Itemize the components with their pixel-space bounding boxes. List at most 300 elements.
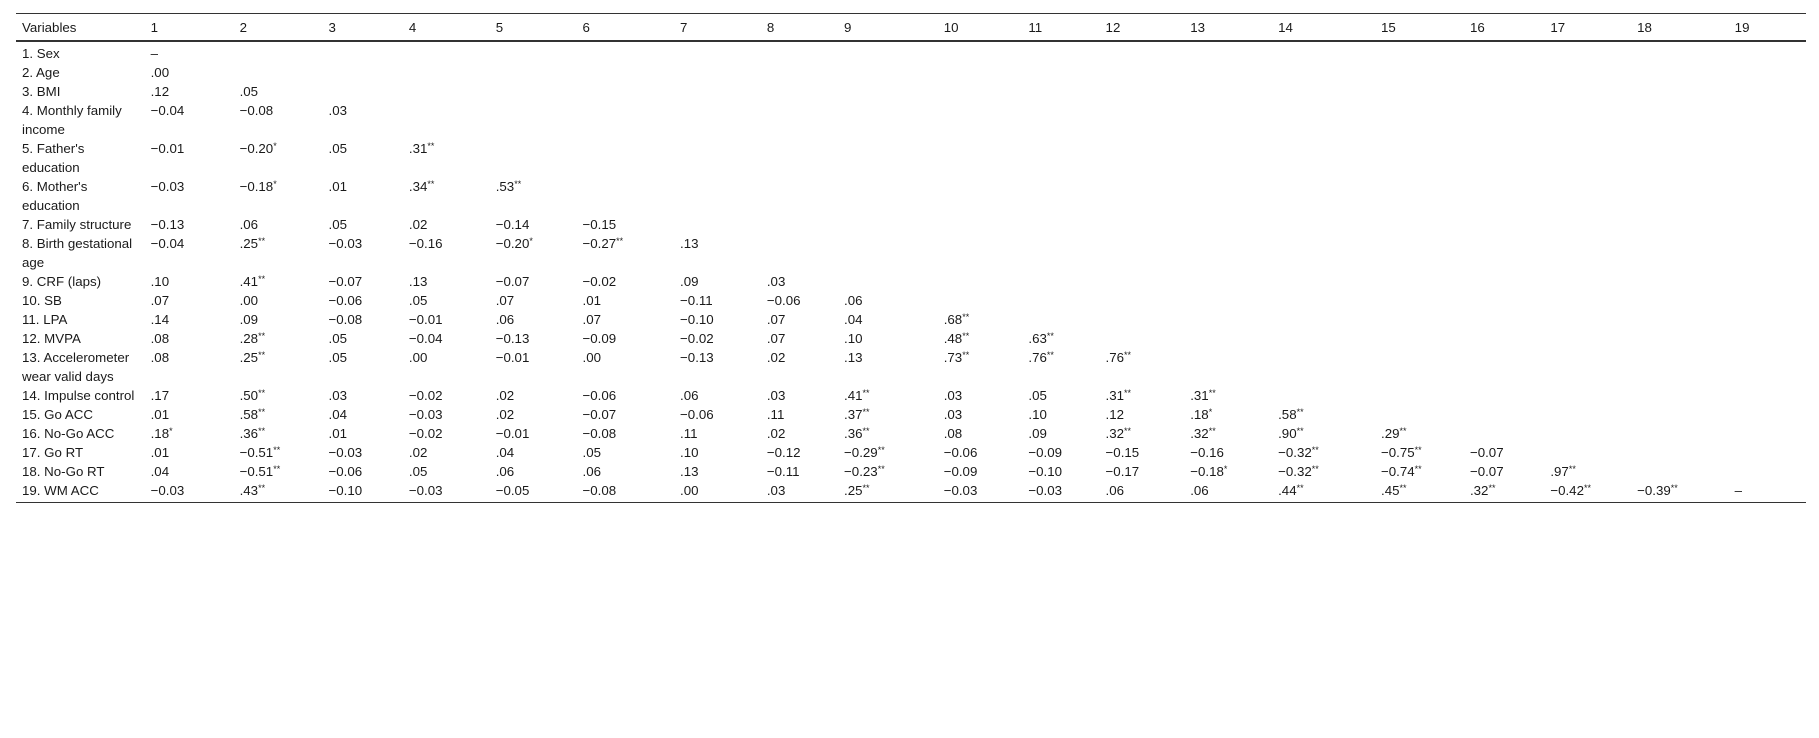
table-cell: −0.20* [239,141,277,156]
table-cell [674,63,761,82]
table-cell: .04 [328,407,348,422]
table-cell [1375,82,1464,101]
table-cell [1729,291,1806,310]
table-cell [1375,215,1464,234]
table-cell: −0.75** [1381,445,1422,460]
table-cell [1464,63,1544,82]
table-cell: .29** [1381,426,1407,441]
significance-marker: ** [427,179,435,189]
table-cell [577,101,675,139]
table-cell: −0.03 [145,481,234,503]
table-cell [1375,177,1464,215]
table-cell [938,82,1023,101]
table-cell [1464,139,1544,177]
significance-marker: ** [1046,331,1054,341]
header-col-14: 14 [1272,14,1375,42]
table-cell [1375,348,1464,386]
table-cell: .31** [1190,388,1216,403]
table-cell: .41** [239,274,266,289]
table-cell [1631,424,1729,443]
table-cell [1729,234,1806,272]
header-col-12: 12 [1100,14,1185,42]
table-cell: −0.18* [1190,464,1228,479]
table-cell [577,139,675,177]
significance-marker: ** [1568,464,1576,474]
table-cell: −0.08 [328,312,363,327]
table-cell: .03 [761,481,838,503]
table-cell: .06 [1184,481,1272,503]
table-cell: −0.42** [1544,481,1631,503]
table-cell: −0.02 [408,426,443,441]
table-cell: −0.07 [495,274,530,289]
table-cell: −0.20* [495,236,533,251]
table-cell [1022,291,1099,310]
table-cell [761,82,838,101]
table-cell: .01 [582,293,602,308]
table-cell: .97** [1550,464,1576,479]
table-cell: −0.10 [1028,464,1063,479]
significance-marker: ** [862,483,870,493]
table-cell: .01 [328,426,348,441]
header-col-17: 17 [1544,14,1631,42]
table-cell: −0.06 [582,388,617,403]
table-cell [1544,82,1631,101]
table-cell [1464,348,1544,386]
row-label: 18. No-Go RT [22,464,105,479]
table-cell [1729,63,1806,82]
table-cell [1272,348,1375,386]
table-cell [838,82,938,101]
significance-marker: ** [514,179,522,189]
table-cell: .05 [239,84,259,99]
row-label: 6. Mother's education [22,179,88,213]
table-cell [761,41,838,63]
table-cell [1729,177,1806,215]
table-cell [490,41,577,63]
table-cell: −0.01 [408,312,443,327]
table-cell: −0.03 [408,407,443,422]
table-cell [1100,291,1185,310]
table-cell [1464,386,1544,405]
table-cell [1100,41,1185,63]
significance-marker: ** [258,274,266,284]
table-cell: −0.14 [495,217,530,232]
table-cell [938,291,1023,310]
table-cell [1100,310,1185,329]
table-cell: .09 [239,312,259,327]
table-cell [1272,63,1375,82]
table-cell: .00 [582,350,602,365]
table-cell: −0.08 [582,426,617,441]
table-cell [1272,386,1375,405]
table-cell: .18* [1190,407,1213,422]
table-cell [1184,63,1272,82]
table-cell [403,101,490,139]
table-cell: −0.03 [328,445,363,460]
table-header-row [16,14,1806,42]
table-cell: .53** [495,179,522,194]
table-cell: .44** [1272,481,1375,503]
table-cell: .13 [680,236,699,251]
table-row [16,481,1806,503]
table-cell [1022,177,1099,215]
table-cell [1184,215,1272,234]
table-row [16,215,1806,234]
table-cell: .04 [150,464,170,479]
table-cell [1631,177,1729,215]
table-cell [761,234,838,272]
table-cell [1544,234,1631,272]
table-cell: −0.13 [495,331,530,346]
table-cell [1184,329,1272,348]
table-cell: −0.32** [1278,464,1319,479]
table-cell [1184,272,1272,291]
table-cell: .41** [844,388,870,403]
table-cell [490,101,577,139]
table-cell [1022,234,1099,272]
table-cell [1272,291,1375,310]
row-label: 19. WM ACC [16,481,145,503]
table-cell [234,41,323,63]
table-cell [938,215,1023,234]
table-cell: .06 [1100,481,1185,503]
table-cell: .25** [239,350,266,365]
table-cell [1272,329,1375,348]
table-cell [1631,234,1729,272]
table-cell [1100,234,1185,272]
table-cell [1100,272,1185,291]
table-cell: −0.11 [766,464,800,479]
table-cell: −0.02 [582,274,617,289]
table-cell: .05 [1028,388,1047,403]
table-cell: .34** [408,179,435,194]
significance-marker: ** [1399,483,1407,493]
table-cell [1375,41,1464,63]
table-cell: −0.51** [239,445,281,460]
table-cell: −0.06 [680,407,714,422]
table-cell [1544,310,1631,329]
table-cell [577,63,675,82]
table-cell: −0.29** [844,445,885,460]
table-cell: .02 [766,426,786,441]
table-cell: .09 [1028,426,1047,441]
table-cell: .02 [408,217,428,232]
header-col-16: 16 [1464,14,1544,42]
table-cell: .03 [943,407,963,422]
table-cell: −0.06 [766,293,801,308]
header-col-2: 2 [234,14,323,42]
table-cell [1729,215,1806,234]
table-cell: .08 [150,331,170,346]
table-cell [1544,63,1631,82]
table-cell: −0.05 [490,481,577,503]
table-cell: .05 [328,141,348,156]
table-cell: −0.16 [408,236,443,251]
significance-marker: ** [862,426,870,436]
table-cell [1464,101,1544,139]
table-cell [1729,329,1806,348]
header-col-19: 19 [1729,14,1806,42]
table-row [16,310,1806,329]
table-cell: −0.04 [150,103,185,118]
table-cell: −0.07 [1469,464,1504,479]
significance-marker: ** [1296,407,1304,417]
table-cell [1184,139,1272,177]
table-cell [938,41,1023,63]
table-cell [838,41,938,63]
table-cell [1464,272,1544,291]
table-cell: .06 [495,464,515,479]
table-cell [1631,215,1729,234]
significance-marker: ** [1124,350,1132,360]
row-label: 7. Family structure [22,217,132,232]
table-cell [1729,101,1806,139]
significance-marker: ** [258,236,266,246]
significance-marker: ** [1311,445,1319,455]
table-cell: .01 [150,445,170,460]
table-cell: −0.06 [328,293,363,308]
significance-marker: ** [962,350,970,360]
table-cell: −0.10 [323,481,403,503]
table-cell [577,177,675,215]
table-cell [1100,63,1185,82]
significance-marker: ** [616,236,624,246]
significance-marker: ** [273,464,281,474]
table-cell [1375,405,1464,424]
table-cell: .31** [408,141,435,156]
table-cell: −0.03 [403,481,490,503]
table-cell [1464,215,1544,234]
table-cell: .14 [150,312,170,327]
table-cell [938,234,1023,272]
table-cell [323,41,403,63]
table-cell [1729,82,1806,101]
table-cell: .07 [766,312,786,327]
table-cell [1022,272,1099,291]
significance-marker: * [529,236,533,246]
table-cell [1631,101,1729,139]
table-cell: .02 [495,407,515,422]
table-row [16,424,1806,443]
table-cell: – [150,46,159,61]
significance-marker: ** [1124,388,1132,398]
table-cell [1184,177,1272,215]
significance-marker: * [273,179,277,189]
table-cell: .02 [766,350,786,365]
table-cell: −0.09 [582,331,617,346]
table-body [16,41,1806,503]
table-cell [1184,310,1272,329]
table-cell: −0.12 [766,445,801,460]
table-cell: .90** [1278,426,1304,441]
significance-marker: ** [1208,426,1216,436]
table-cell [1022,101,1099,139]
table-cell: .03 [328,388,348,403]
table-cell [674,82,761,101]
table-cell: .25** [239,236,266,251]
table-cell [1544,405,1631,424]
table-cell [1729,405,1806,424]
table-cell [1375,386,1464,405]
table-cell: .08 [943,426,963,441]
table-cell [1184,234,1272,272]
header-col-15: 15 [1375,14,1464,42]
table-cell: .00 [150,65,170,80]
table-cell [1631,348,1729,386]
table-cell [938,139,1023,177]
table-cell [1631,310,1729,329]
table-cell [1544,348,1631,386]
table-cell: .68** [943,312,970,327]
table-cell: −0.09 [943,464,978,479]
table-cell [1631,386,1729,405]
table-cell [1022,82,1099,101]
table-cell [323,82,403,101]
table-cell [1464,329,1544,348]
table-cell [938,101,1023,139]
table-cell: .02 [408,445,428,460]
table-row [16,101,1806,139]
table-cell: .01 [328,179,348,194]
table-cell: .07 [766,331,786,346]
table-cell [1631,272,1729,291]
table-cell [1544,215,1631,234]
table-cell: −0.06 [328,464,363,479]
table-cell: .12 [150,84,170,99]
table-cell: .18* [150,426,173,441]
table-cell: .02 [495,388,515,403]
row-label: 1. Sex [22,46,60,61]
table-cell [761,215,838,234]
table-cell [838,63,938,82]
table-cell: .05 [328,350,348,365]
table-cell: .03 [766,274,786,289]
significance-marker: * [169,426,173,436]
table-cell: .03 [766,388,786,403]
table-cell: .32** [1464,481,1544,503]
table-cell: −0.04 [150,236,185,251]
table-cell [1100,82,1185,101]
significance-marker: ** [962,331,970,341]
table-cell [1272,41,1375,63]
significance-marker: ** [1488,483,1496,493]
table-cell [1464,424,1544,443]
table-cell: – [1729,481,1806,503]
table-cell [938,177,1023,215]
table-cell: −0.04 [408,331,443,346]
significance-marker: ** [862,388,870,398]
table-cell [1464,310,1544,329]
header-col-3: 3 [323,14,403,42]
row-label: 11. LPA [22,312,68,327]
table-cell: .58** [239,407,266,422]
table-cell [1544,386,1631,405]
table-cell: .00 [408,350,428,365]
table-cell: .13 [408,274,428,289]
table-cell: .17 [150,388,170,403]
row-label: 13. Accelerometer wear valid days [22,350,130,384]
table-cell: .10 [680,445,699,460]
table-cell: .04 [495,445,515,460]
table-cell: −0.74** [1381,464,1422,479]
table-cell [1375,139,1464,177]
table-cell [838,101,938,139]
table-cell [1184,101,1272,139]
table-cell: .10 [150,274,170,289]
table-cell: −0.08 [577,481,675,503]
table-cell: −0.51** [239,464,281,479]
table-cell [1631,291,1729,310]
table-cell: .07 [150,293,170,308]
table-cell: −0.13 [150,217,185,232]
header-col-18: 18 [1631,14,1729,42]
table-cell: .06 [239,217,259,232]
table-cell [761,101,838,139]
significance-marker: ** [1670,483,1678,493]
table-cell [1272,82,1375,101]
table-cell [1272,234,1375,272]
table-cell [1184,41,1272,63]
significance-marker: ** [273,445,281,455]
significance-marker: ** [962,312,970,322]
table-cell [1100,215,1185,234]
table-cell: .05 [408,293,428,308]
table-cell [674,41,761,63]
table-cell [1022,63,1099,82]
row-label: 16. No-Go ACC [22,426,115,441]
table-row [16,234,1806,272]
table-cell: −0.08 [239,103,274,118]
table-cell [1631,329,1729,348]
table-cell [490,63,577,82]
table-cell: −0.18* [239,179,277,194]
table-cell [1729,386,1806,405]
table-cell: .43** [234,481,323,503]
table-row [16,329,1806,348]
table-cell: .07 [495,293,515,308]
table-cell [1022,41,1099,63]
significance-marker: ** [427,141,435,151]
table-cell [490,139,577,177]
table-cell [1272,101,1375,139]
table-cell: .76** [1028,350,1054,365]
table-cell [1022,215,1099,234]
table-cell: −0.07 [582,407,617,422]
table-cell: −0.10 [680,312,714,327]
row-label: 5. Father's education [22,141,85,175]
table-cell [838,234,938,272]
table-cell: .73** [943,350,970,365]
table-row [16,291,1806,310]
table-cell [1729,348,1806,386]
row-label: 12. MVPA [22,331,81,346]
table-cell [323,63,403,82]
table-cell [1272,177,1375,215]
significance-marker: ** [1414,445,1422,455]
header-col-5: 5 [490,14,577,42]
table-cell: −0.11 [680,293,713,308]
table-cell: .10 [844,331,863,346]
table-row [16,348,1806,386]
table-cell [1729,462,1806,481]
table-cell: −0.03 [938,481,1023,503]
table-cell [1631,63,1729,82]
table-cell: .36** [239,426,266,441]
header-col-9: 9 [838,14,938,42]
row-label: 9. CRF (laps) [22,274,102,289]
significance-marker: * [273,141,277,151]
significance-marker: ** [258,388,266,398]
